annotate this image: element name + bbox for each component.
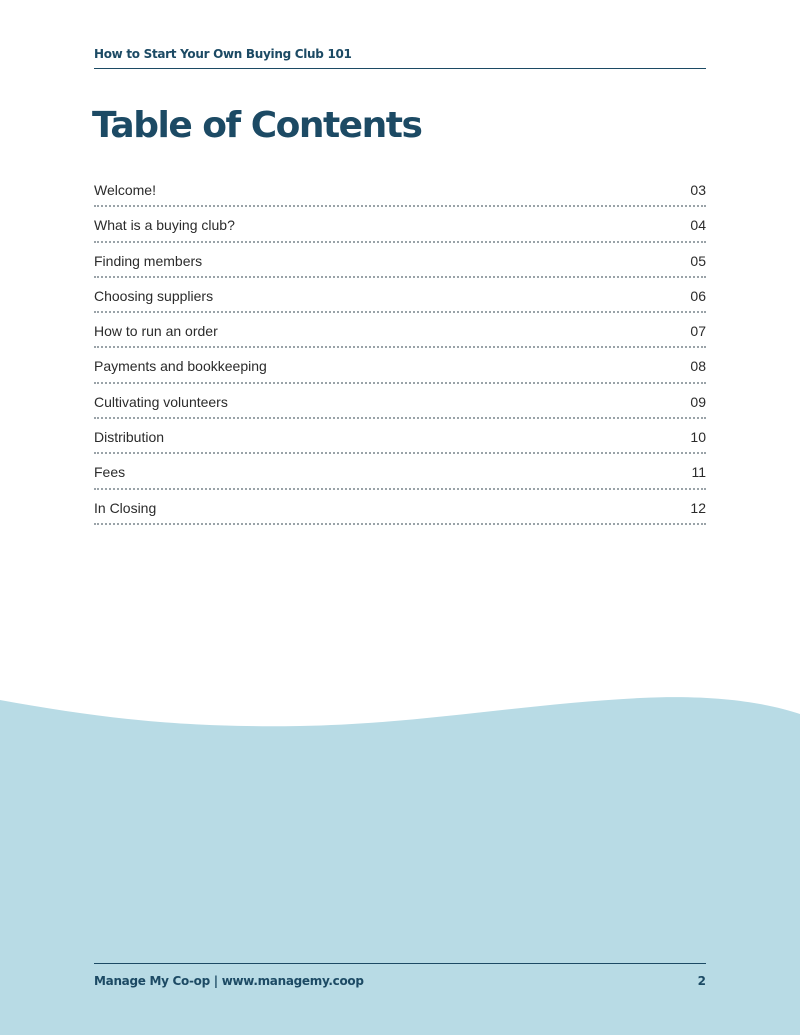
page-title: Table of Contents xyxy=(92,105,422,146)
running-header xyxy=(94,46,706,69)
toc-entry-page: 07 xyxy=(690,323,706,340)
toc-entry-page: 05 xyxy=(690,252,706,269)
toc-entry-page: 06 xyxy=(690,287,706,304)
toc-entry-page: 12 xyxy=(690,499,706,516)
toc-entry-title: What is a buying club? xyxy=(94,217,235,234)
toc-entry-page: 10 xyxy=(690,429,706,446)
toc-entry-title: Finding members xyxy=(94,252,203,269)
toc-entry-title: Payments and bookkeeping xyxy=(94,358,267,375)
running-header-title: How to Start Your Own Buying Club 101 xyxy=(94,47,352,61)
page-number: 2 xyxy=(697,974,706,988)
toc-entry-page: 11 xyxy=(691,464,706,481)
table-of-contents xyxy=(94,172,706,525)
toc-entry[interactable] xyxy=(94,490,706,525)
footer-site-text: Manage My Co-op | www.managemy.coop xyxy=(94,974,364,988)
toc-entry[interactable] xyxy=(94,348,706,383)
toc-entry[interactable] xyxy=(94,384,706,419)
toc-entry[interactable] xyxy=(94,419,706,454)
toc-entry[interactable] xyxy=(94,454,706,489)
running-footer xyxy=(94,963,706,994)
toc-entry-title: In Closing xyxy=(94,499,157,516)
toc-entry-title: Distribution xyxy=(94,429,165,446)
toc-entry[interactable] xyxy=(94,172,706,207)
toc-entry[interactable] xyxy=(94,207,706,242)
toc-entry-title: How to run an order xyxy=(94,323,218,340)
toc-entry[interactable] xyxy=(94,243,706,278)
toc-entry-title: Cultivating volunteers xyxy=(94,393,228,410)
toc-entry-title: Choosing suppliers xyxy=(94,287,214,304)
toc-entry-page: 08 xyxy=(690,358,706,375)
toc-entry-title: Welcome! xyxy=(94,182,156,198)
toc-entry[interactable] xyxy=(94,313,706,348)
toc-entry-page: 04 xyxy=(690,217,706,234)
toc-entry-title: Fees xyxy=(94,464,126,481)
toc-entry[interactable] xyxy=(94,278,706,313)
toc-entry-page: 09 xyxy=(690,393,706,410)
toc-entry-page: 03 xyxy=(690,182,706,198)
